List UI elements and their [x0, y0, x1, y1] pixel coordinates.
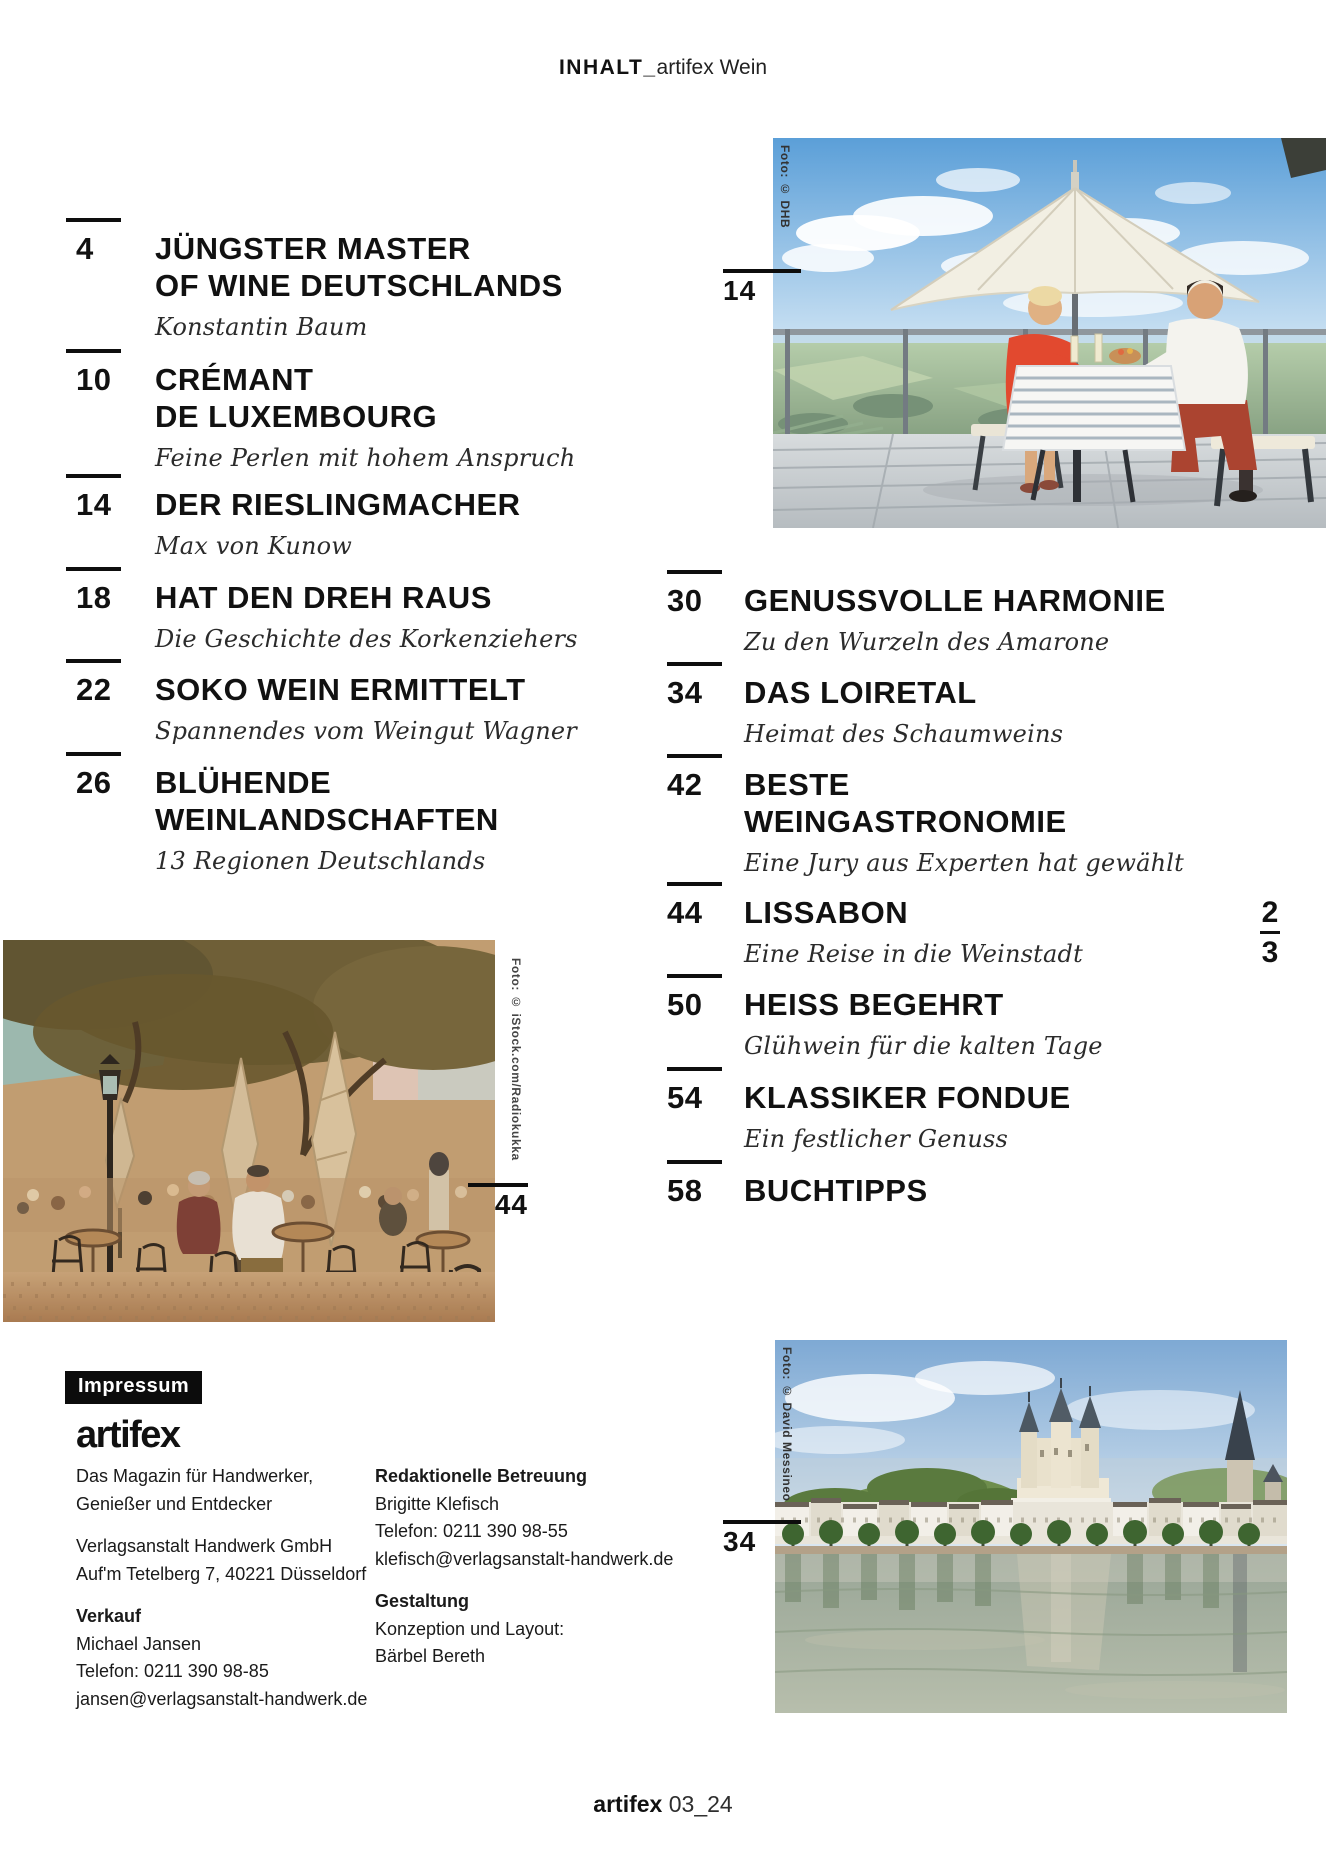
entry-rule: [667, 1160, 722, 1164]
impressum-label: Impressum: [65, 1371, 202, 1404]
terrace-photo: [773, 138, 1326, 528]
entry-subtitle: Zu den Wurzeln des Amarone: [744, 628, 1110, 656]
footer-issue-number: 03_24: [668, 1791, 733, 1817]
entry-rule: [667, 662, 722, 666]
magazine-tagline: Das Magazin für Handwerker,: [76, 1466, 314, 1486]
entry-page-number: 10: [76, 362, 112, 397]
footer-magazine-logo: artifex: [593, 1791, 663, 1817]
toc-entry[interactable]: [667, 570, 1166, 657]
toc-entry[interactable]: [66, 752, 499, 876]
toc-entry[interactable]: [66, 349, 575, 473]
header-section-label: INHALT_: [558, 56, 657, 79]
entry-subtitle: Heimat des Schaumweins: [744, 720, 1064, 748]
magazine-logo: artifex: [76, 1414, 180, 1456]
header-magazine-name: artifex Wein: [656, 56, 768, 79]
entry-subtitle: 13 Regionen Deutschlands: [155, 847, 486, 875]
entry-title: DAS LOIRETAL: [744, 675, 977, 710]
publisher-name: Verlagsanstalt Handwerk GmbH: [76, 1536, 333, 1556]
marker-line: [723, 269, 801, 273]
entry-page-number: 4: [76, 231, 94, 266]
editorial-heading: Redaktionelle Betreuung: [375, 1466, 588, 1486]
entry-page-number: 50: [667, 987, 703, 1022]
design-heading: Gestaltung: [375, 1591, 470, 1611]
marker-line: [468, 1183, 528, 1187]
terrace-photo-illustration: [773, 138, 1326, 528]
loire-photo-illustration: [775, 1340, 1287, 1713]
impressum-column-right: [375, 1463, 673, 1671]
photo-page-marker: [723, 269, 801, 306]
right-page-number: 3: [1261, 936, 1279, 969]
entry-page-number: 26: [76, 765, 112, 800]
entry-subtitle: Max von Kunow: [155, 532, 353, 560]
entry-rule: [667, 974, 722, 978]
entry-rule: [66, 567, 121, 571]
page-footer: [0, 1791, 1326, 1818]
entry-rule: [667, 1067, 722, 1071]
entry-subtitle: Ein festlicher Genuss: [744, 1125, 1009, 1153]
publisher-address: Auf'm Tetelberg 7, 40221 Düsseldorf: [76, 1563, 367, 1584]
photo-page-marker: [468, 1183, 528, 1220]
sales-heading: Verkauf: [76, 1606, 142, 1626]
impressum-column-left: [76, 1463, 367, 1713]
entry-title: CRÉMANT DE LUXEMBOURG: [155, 362, 438, 434]
entry-page-number: 14: [76, 487, 112, 522]
entry-page-number: 22: [76, 672, 112, 707]
magazine-tagline: Genießer und Entdecker: [76, 1493, 273, 1514]
loire-photo: [775, 1340, 1287, 1713]
entry-rule: [667, 570, 722, 574]
entry-title: GENUSSVOLLE HARMONIE: [744, 583, 1166, 618]
entry-subtitle: Eine Jury aus Experten hat gewählt: [744, 849, 1184, 877]
entry-subtitle: Eine Reise in die Weinstadt: [744, 940, 1083, 968]
entry-page-number: 42: [667, 767, 703, 802]
entry-title: BUCHTIPPS: [744, 1173, 928, 1208]
toc-entry[interactable]: [66, 567, 578, 654]
page-header: [0, 56, 1326, 80]
toc-entry[interactable]: [66, 659, 577, 746]
toc-entry[interactable]: [66, 474, 521, 561]
entry-page-number: 34: [667, 675, 703, 710]
left-page-number: 2: [1261, 896, 1279, 929]
design-contact-name: Bärbel Bereth: [375, 1646, 486, 1666]
editorial-phone: Telefon: 0211 390 98-55: [375, 1521, 568, 1541]
spread-page-indicator: [1254, 897, 1286, 968]
entry-page-number: 54: [667, 1080, 703, 1115]
sales-phone: Telefon: 0211 390 98-85: [76, 1661, 269, 1681]
entry-subtitle: Die Geschichte des Korkenziehers: [155, 625, 578, 653]
entry-rule: [66, 474, 121, 478]
toc-entry[interactable]: [667, 1067, 1071, 1154]
editorial-contact-name: Brigitte Klefisch: [375, 1493, 500, 1514]
design-description: Konzeption und Layout:: [375, 1618, 565, 1639]
entry-rule: [667, 882, 722, 886]
marker-page-number: 44: [494, 1189, 528, 1220]
entry-rule: [66, 659, 121, 663]
photo-page-marker: [723, 1520, 801, 1557]
photo-credit: Foto: © David Messineo: [780, 1347, 794, 1502]
entry-title: BESTE WEINGASTRONOMIE: [744, 767, 1067, 839]
editorial-email[interactable]: klefisch@verlagsanstalt-handwerk.de: [375, 1548, 674, 1569]
entry-title: HAT DEN DREH RAUS: [155, 580, 492, 615]
photo-credit: Foto: © DHB: [778, 145, 792, 229]
entry-title: DER RIESLINGMACHER: [155, 487, 521, 522]
entry-title: JÜNGSTER MASTER OF WINE DEUTSCHLANDS: [155, 231, 563, 303]
page-indicator-divider: [1260, 931, 1280, 934]
entry-rule: [66, 349, 121, 353]
entry-rule: [66, 218, 121, 222]
marker-line: [723, 1520, 801, 1524]
entry-page-number: 18: [76, 580, 112, 615]
lisbon-photo: [3, 940, 495, 1322]
sales-email[interactable]: jansen@verlagsanstalt-handwerk.de: [76, 1688, 368, 1709]
toc-entry[interactable]: [66, 218, 563, 342]
toc-entry[interactable]: [667, 882, 1083, 969]
entry-subtitle: Konstantin Baum: [155, 313, 368, 341]
entry-title: LISSABON: [744, 895, 909, 930]
lisbon-photo-illustration: [3, 940, 495, 1322]
marker-page-number: 14: [723, 275, 757, 306]
entry-page-number: 30: [667, 583, 703, 618]
entry-subtitle: Feine Perlen mit hohem Anspruch: [155, 444, 576, 472]
entry-title: KLASSIKER FONDUE: [744, 1080, 1071, 1115]
entry-subtitle: Glühwein für die kalten Tage: [744, 1032, 1103, 1060]
toc-entry[interactable]: [667, 974, 1103, 1061]
entry-page-number: 44: [667, 895, 703, 930]
toc-entry[interactable]: [667, 1160, 928, 1209]
entry-rule: [667, 754, 722, 758]
marker-page-number: 34: [723, 1526, 757, 1557]
entry-title: SOKO WEIN ERMITTELT: [155, 672, 526, 707]
toc-entry[interactable]: [667, 754, 1184, 878]
sales-contact-name: Michael Jansen: [76, 1633, 202, 1654]
entry-page-number: 58: [667, 1173, 703, 1208]
entry-title: BLÜHENDE WEINLANDSCHAFTEN: [155, 765, 499, 837]
entry-subtitle: Spannendes vom Weingut Wagner: [155, 717, 577, 745]
entry-rule: [66, 752, 121, 756]
toc-entry[interactable]: [667, 662, 1063, 749]
photo-credit: Foto: © iStock.com/Radiokukka: [509, 958, 523, 1161]
entry-title: HEISS BEGEHRT: [744, 987, 1004, 1022]
